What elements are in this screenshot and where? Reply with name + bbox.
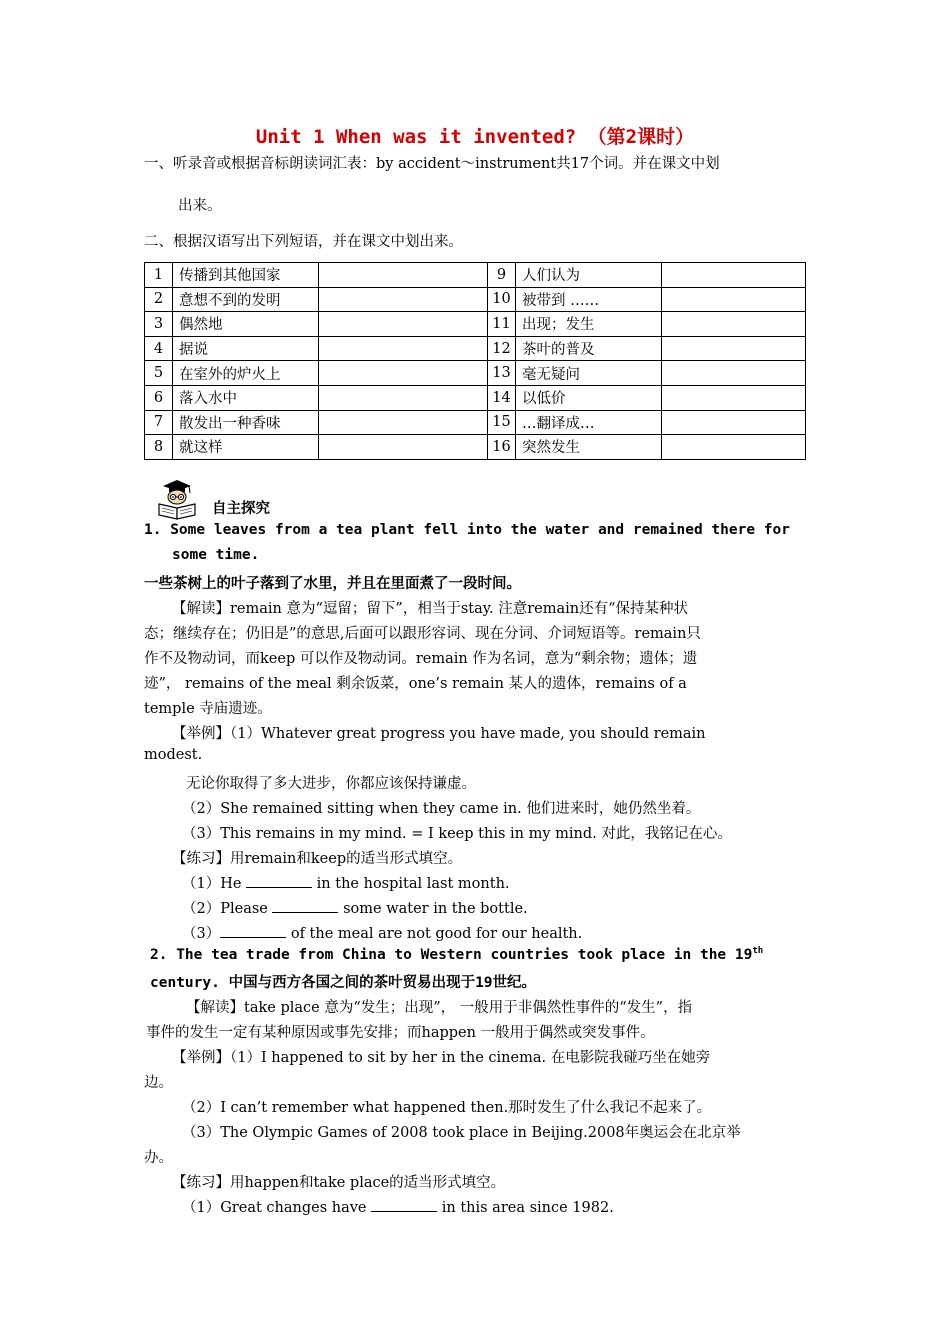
phrase-chinese: 散发出一种香味 <box>173 410 319 435</box>
item2-sentence-text: 2. The tea trade from China to Western countries took place in the 19 <box>150 946 753 963</box>
row-number: 13 <box>488 361 516 386</box>
item1-explain-line: 态；继续存在；仍旧是”的意思,后面可以跟形容词、现在分词、介词短语等。remain只 <box>144 626 701 642</box>
answer-cell[interactable] <box>319 435 488 460</box>
phrase-chinese: 毫无疑问 <box>516 361 662 386</box>
phrase-chinese: 就这样 <box>173 435 319 460</box>
item2-practice-heading: 【练习】用happen和take place的适当形式填空。 <box>172 1175 506 1191</box>
table-row <box>145 336 806 361</box>
phrase-chinese: 茶叶的普及 <box>516 336 662 361</box>
practice-text: in the hospital last month. <box>312 876 510 892</box>
phrase-chinese: 被带到 …… <box>516 287 662 312</box>
answer-cell[interactable] <box>662 263 806 288</box>
practice-text: of the meal are not good for our health. <box>286 926 583 942</box>
answer-cell[interactable] <box>319 287 488 312</box>
row-number: 8 <box>145 435 173 460</box>
answer-cell[interactable] <box>319 385 488 410</box>
phrase-chinese: 以低价 <box>516 385 662 410</box>
item1-explain-line: 【解读】remain 意为“逗留；留下”，相当于stay. 注意remain还有“保持某种状 <box>172 601 689 617</box>
row-number: 2 <box>145 287 173 312</box>
item2-explain-line: 【解读】take place 意为“发生；出现”， 一般用于非偶然性事件的“发生”，指 <box>186 1000 693 1016</box>
item1-example-translation: 无论你取得了多大进步，你都应该保持谦虚。 <box>186 776 476 792</box>
phrase-chinese: 传播到其他国家 <box>173 263 319 288</box>
phrase-chinese: 意想不到的发明 <box>173 287 319 312</box>
item1-practice3 <box>182 922 582 943</box>
item2-example3-line1: （3）The Olympic Games of 2008 took place in Beijing.2008年奥运会在北京举 <box>182 1125 741 1141</box>
practice-text: （1）He <box>182 876 247 892</box>
answer-cell[interactable] <box>662 385 806 410</box>
phrase-chinese: 在室外的炉火上 <box>173 361 319 386</box>
item1-explain-line: 迹”， remains of the meal 剩余饭菜，one’s remain 某人的遗体，remains of a <box>144 676 687 692</box>
table-row <box>145 385 806 410</box>
answer-cell[interactable] <box>662 312 806 337</box>
answer-cell[interactable] <box>662 336 806 361</box>
explore-heading: 自主探究 <box>212 500 270 517</box>
answer-blank[interactable] <box>371 1199 437 1212</box>
row-number: 5 <box>145 361 173 386</box>
table-row <box>145 410 806 435</box>
phrase-chinese: 出现；发生 <box>516 312 662 337</box>
item1-explain-line: 作不及物动词，而keep 可以作及物动词。remain 作为名词，意为“剩余物；遗体；遗 <box>144 651 698 667</box>
practice-text: （3） <box>182 926 221 942</box>
section2-heading: 二、根据汉语写出下列短语，并在课文中划出来。 <box>144 234 463 250</box>
item1-practice1 <box>182 872 510 893</box>
item2-example3-line2: 办。 <box>144 1150 173 1166</box>
row-number: 16 <box>488 435 516 460</box>
phrase-chinese: 突然发生 <box>516 435 662 460</box>
table-row <box>145 312 806 337</box>
item2-example-line1: 【举例】（1）I happened to sit by her in the cinema. 在电影院我碰巧坐在她旁 <box>172 1050 711 1066</box>
answer-cell[interactable] <box>662 435 806 460</box>
row-number: 7 <box>145 410 173 435</box>
item1-practice-heading: 【练习】用remain和keep的适当形式填空。 <box>172 851 463 867</box>
practice-text: some water in the bottle. <box>338 901 528 917</box>
answer-cell[interactable] <box>319 336 488 361</box>
table-row <box>145 287 806 312</box>
row-number: 14 <box>488 385 516 410</box>
answer-cell[interactable] <box>662 361 806 386</box>
item2-practice1 <box>182 1196 614 1217</box>
answer-blank[interactable] <box>220 925 286 938</box>
row-number: 1 <box>145 263 173 288</box>
answer-cell[interactable] <box>662 410 806 435</box>
item1-translation: 一些茶树上的叶子落到了水里，并且在里面煮了一段时间。 <box>144 575 521 592</box>
item1-sentence-line1: 1. Some leaves from a tea plant fell into the water and remained there for <box>144 522 791 538</box>
table-row <box>145 361 806 386</box>
phrase-chinese: 偶然地 <box>173 312 319 337</box>
answer-cell[interactable] <box>319 263 488 288</box>
practice-text: in this area since 1982. <box>437 1200 614 1216</box>
row-number: 6 <box>145 385 173 410</box>
student-reading-icon <box>155 478 199 520</box>
item1-example2: （2）She remained sitting when they came in. 他们进来时，她仍然坐着。 <box>182 801 701 817</box>
phrase-chinese: …翻译成… <box>516 410 662 435</box>
item1-example-line2: modest. <box>144 747 203 763</box>
section1-line2: 出来。 <box>178 198 222 214</box>
item1-sentence-line2: some time. <box>172 547 260 563</box>
practice-text: （2）Please <box>182 901 273 917</box>
phrase-chinese: 据说 <box>173 336 319 361</box>
row-number: 11 <box>488 312 516 337</box>
row-number: 9 <box>488 263 516 288</box>
row-number: 15 <box>488 410 516 435</box>
row-number: 4 <box>145 336 173 361</box>
phrase-chinese: 人们认为 <box>516 263 662 288</box>
row-number: 12 <box>488 336 516 361</box>
item2-example2: （2）I can’t remember what happened then.那时发生了什么我记不起来了。 <box>182 1100 712 1116</box>
phrase-table <box>144 262 806 460</box>
superscript: th <box>752 946 764 956</box>
section1-line1: 一、听录音或根据音标朗读词汇表：by accident～instrument共17个词。并在课文中划 <box>144 156 720 172</box>
table-row <box>145 263 806 288</box>
item1-example-line1: 【举例】（1）Whatever great progress you have made, you should remain <box>172 726 706 742</box>
item2-explain-line: 事件的发生一定有某种原因或事先安排；而happen 一般用于偶然或突发事件。 <box>146 1025 655 1041</box>
row-number: 3 <box>145 312 173 337</box>
answer-cell[interactable] <box>319 312 488 337</box>
answer-cell[interactable] <box>319 410 488 435</box>
phrase-chinese: 落入水中 <box>173 385 319 410</box>
answer-cell[interactable] <box>319 361 488 386</box>
item2-example-line2: 边。 <box>144 1075 173 1091</box>
item1-example3: （3）This remains in my mind. = I keep this in my mind. 对此，我铭记在心。 <box>182 826 732 842</box>
item2-sentence-line1 <box>150 946 763 963</box>
answer-blank[interactable] <box>272 900 338 913</box>
answer-cell[interactable] <box>662 287 806 312</box>
table-row <box>145 435 806 460</box>
item1-explain-line: temple 寺庙遗迹。 <box>144 701 272 717</box>
page-title: Unit 1 When was it invented? （第2课时） <box>255 126 695 148</box>
item2-sentence-line2: century. 中国与西方各国之间的茶叶贸易出现于19世纪。 <box>150 975 537 991</box>
answer-blank[interactable] <box>246 875 312 888</box>
item1-practice2 <box>182 897 528 918</box>
practice-text: （1）Great changes have <box>182 1200 372 1216</box>
row-number: 10 <box>488 287 516 312</box>
